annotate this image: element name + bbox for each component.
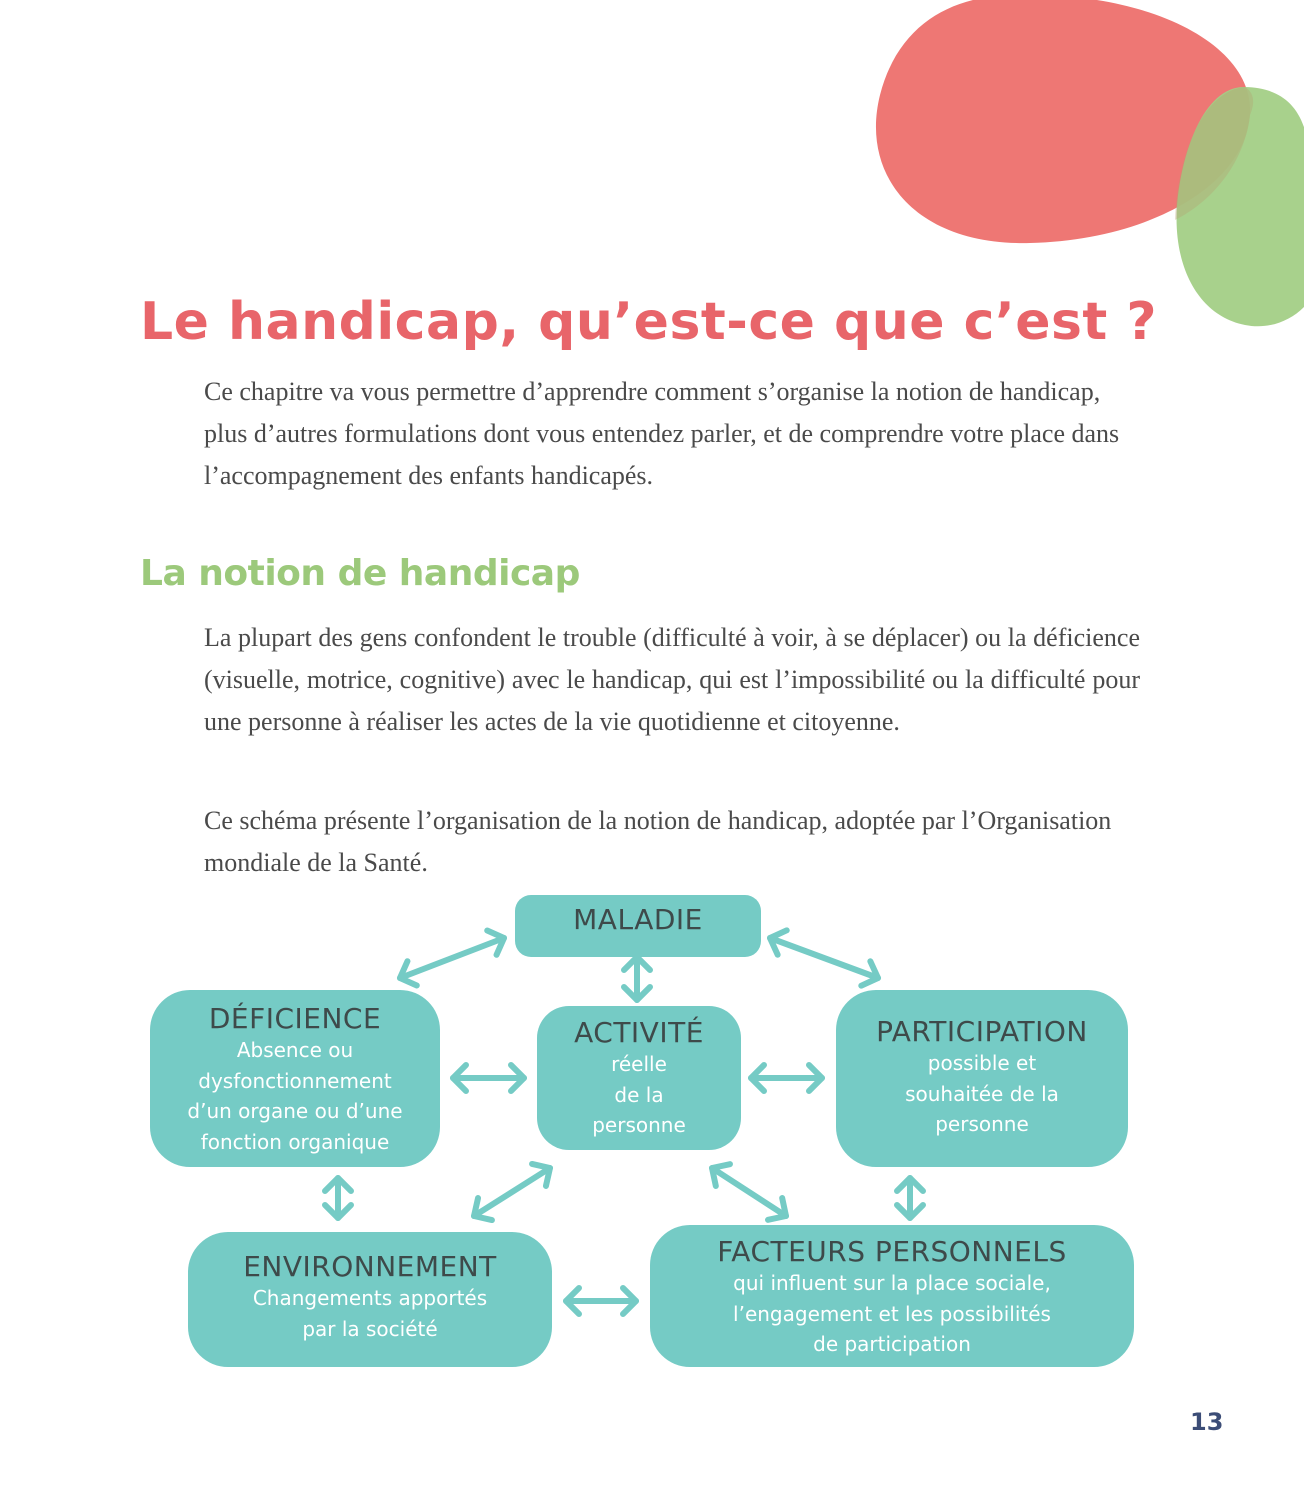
box-activite <box>537 1006 741 1150</box>
arrow-maladie-activite <box>624 957 650 1000</box>
arrow-maladie-participation <box>770 930 878 985</box>
arrow-activite-participation <box>751 1065 822 1091</box>
box-participation-title: PARTICIPATION <box>876 1015 1088 1048</box>
arrow-activite-environnement <box>474 1164 550 1220</box>
box-deficience-line-4: fonction organique <box>200 1129 390 1154</box>
arrow-activite-facteurs <box>712 1164 786 1220</box>
body-paragraph-1: La plupart des gens confondent le trouble (difficulté à voir, à se déplacer) ou la déficience (visuelle, motrice, cognitive) avec le handicap, qui est l’impossibilité ou la difficulté pour une personne à réaliser les actes de la vie quotidienne et citoyenne. <box>204 623 1140 736</box>
box-participation-line-3: personne <box>935 1112 1029 1136</box>
box-facteurs-personnels <box>650 1225 1134 1367</box>
box-activite-line-3: personne <box>592 1113 686 1137</box>
page-number: 13 <box>1190 1408 1224 1436</box>
box-facteurs-line-3: de participation <box>813 1332 971 1356</box>
box-environnement-line-2: par la société <box>302 1316 438 1341</box>
body-paragraph-2: Ce schéma présente l’organisation de la notion de handicap, adoptée par l’Organisation mondiale de la Santé. <box>204 806 1112 877</box>
box-participation-line-2: souhaitée de la <box>905 1081 1059 1106</box>
box-participation <box>836 990 1128 1167</box>
box-facteurs-title: FACTEURS PERSONNELS <box>717 1235 1067 1268</box>
box-deficience-line-2: dysfonctionnement <box>198 1068 392 1093</box>
arrow-participation-facteurs <box>897 1178 923 1218</box>
box-maladie-title: MALADIE <box>573 903 703 936</box>
box-maladie <box>515 895 761 957</box>
arrow-deficience-environnement <box>325 1178 351 1218</box>
box-participation-line-1: possible et <box>927 1051 1037 1075</box>
box-facteurs-line-1: qui influent sur la place sociale, <box>733 1271 1051 1295</box>
box-facteurs-line-2: l’engagement et les possibilités <box>733 1301 1051 1326</box>
box-activite-line-1: réelle <box>611 1052 667 1076</box>
box-deficience-line-1: Absence ou <box>236 1038 354 1062</box>
box-environnement-line-1: Changements apportés <box>252 1286 488 1310</box>
box-deficience <box>150 990 440 1167</box>
box-activite-title: ACTIVITÉ <box>574 1016 704 1049</box>
arrow-deficience-activite <box>453 1065 524 1091</box>
intro-paragraph: Ce chapitre va vous permettre d’apprendre comment s’organise la notion de handicap, plus d’autres formulations dont vous entendez parler, et de comprendre votre place dans l’accompagnement des enfants handicapés. <box>204 377 1120 490</box>
box-environnement <box>188 1232 552 1367</box>
section-title: La notion de handicap <box>140 553 580 594</box>
arrow-environnement-facteurs <box>566 1288 636 1314</box>
box-environnement-title: ENVIRONNEMENT <box>243 1250 497 1283</box>
box-deficience-title: DÉFICIENCE <box>208 1002 382 1035</box>
box-activite-line-2: de la <box>614 1082 664 1107</box>
arrow-maladie-deficience <box>400 931 504 986</box>
page-title: Le handicap, qu’est-ce que c’est ? <box>140 292 1158 352</box>
box-deficience-line-3: d’un organe ou d’une <box>187 1099 403 1123</box>
